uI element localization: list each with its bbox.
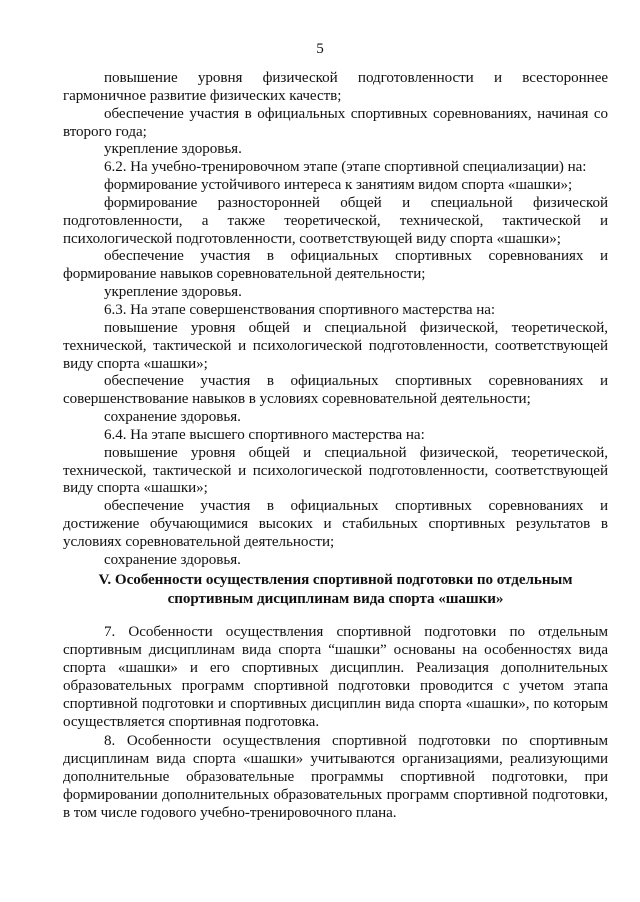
section-heading-line: спортивным дисциплинам вида спорта «шашки»	[167, 590, 504, 607]
paragraph: укрепление здоровья.	[104, 141, 242, 158]
paragraph: повышение уровня общей и специальной физической, теоретической, технической, тактической и психологической подготовленности, соответствующей виду спорта «шашки»;	[63, 319, 608, 372]
paragraph: формирование разносторонней общей и специальной физической подготовленности, а также теоретической, технической, тактической и психологической подготовленности, соответствующей виду спорта «шашки»;	[63, 194, 608, 247]
section-heading	[63, 571, 608, 608]
page-number: 5	[316, 41, 324, 57]
paragraph: укрепление здоровья.	[104, 284, 242, 301]
paragraph: 7. Особенности осуществления спортивной подготовки по отдельным спортивным дисциплинам вида спорта “шашки” основаны на особенностях вида спорта «шашки» и его спортивных дисциплин. Реализация дополнительных образовательных программ спортивной подготовки проводится с учетом этапа спортивной подготовки и спортивных дисциплин вида спорта «шашки», по которым осуществляется спортивная подготовка.	[63, 624, 608, 731]
paragraph: обеспечение участия в официальных спортивных соревнованиях и совершенствование навыков в условиях соревновательной деятельности;	[63, 373, 608, 408]
paragraph: сохранение здоровья.	[104, 551, 241, 568]
paragraph: сохранение здоровья.	[104, 409, 241, 426]
subsection-heading: 6.3. На этапе совершенствования спортивного мастерства на:	[104, 301, 496, 318]
section-heading-line: V. Особенности осуществления спортивной подготовки по отдельным	[98, 572, 573, 588]
section-body	[63, 623, 608, 822]
subsection-heading: 6.4. На этапе высшего спортивного мастерства на:	[104, 426, 425, 443]
paragraph: повышение уровня физической подготовленности и всестороннее гармоничное развитие физических качеств;	[63, 70, 608, 104]
paragraph: 8. Особенности осуществления спортивной подготовки по спортивным дисциплинам вида спорта «шашки» учитываются организациями, реализующими дополнительные образовательные программы спортивной подготовки, при формировании дополнительных образовательных программ спортивной подготовки, в том числе годового учебно-тренировочного плана.	[63, 732, 608, 821]
paragraph: обеспечение участия в официальных спортивных соревнованиях, начиная со второго года;	[63, 105, 608, 140]
paragraph: обеспечение участия в официальных спортивных соревнованиях и формирование навыков соревновательной деятельности;	[63, 248, 608, 283]
subsection-heading: 6.2. На учебно-тренировочном этапе (этапе спортивной специализации) на:	[104, 159, 587, 176]
paragraph: формирование устойчивого интереса к занятиям видом спорта «шашки»;	[104, 177, 573, 194]
paragraph: повышение уровня общей и специальной физической, теоретической, технической, тактической и психологической подготовленности, соответствующей виду спорта «шашки»;	[63, 444, 608, 497]
paragraph: обеспечение участия в официальных спортивных соревнованиях и достижение обучающимися высоких и стабильных спортивных результатов в условиях соревновательной деятельности;	[63, 498, 608, 550]
goals-list	[63, 70, 608, 570]
